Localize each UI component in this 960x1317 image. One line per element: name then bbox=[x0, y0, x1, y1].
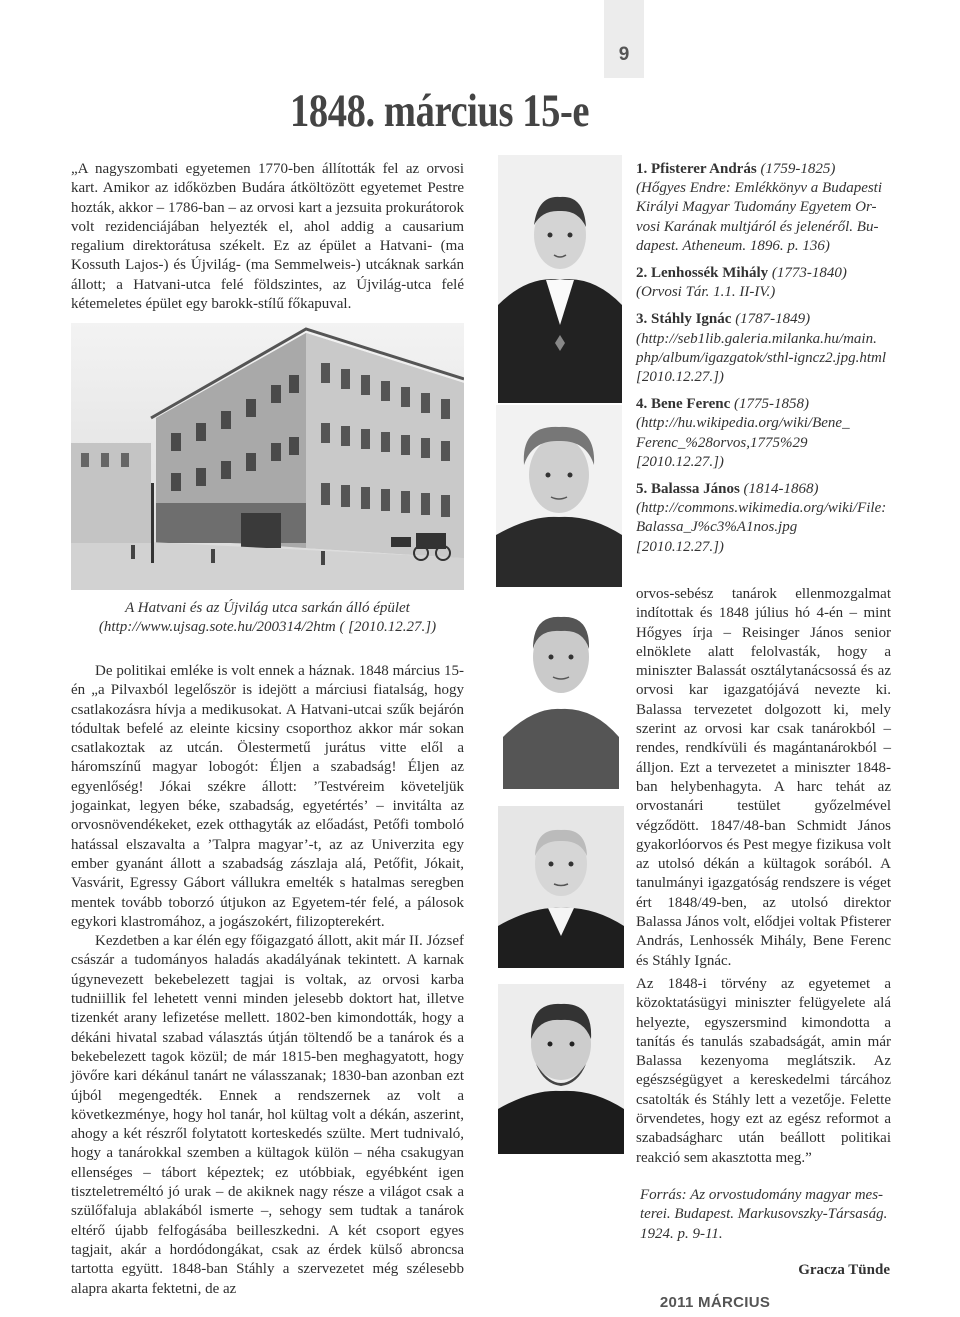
source-line-2: terei. Budapest. Markusovszky-Társaság. bbox=[640, 1206, 888, 1223]
body-paragraph-1: De politikai emléke is volt ennek a háznak. 1848 március 15-én „a Pilvaxból legelőször is idejött a márciusi fiatalság, hogy csatlakozásra hívja a medikusokat. A Hatvani-utcai szűk bejárón tódultak befelé az eleinte kicsiny csoporthoz akkor már sokan csatlakoztak az utcán. Ölestermetű jurátus vitte elől a háromszínű magyar lobogót: Éljen a szabadság! Éljen az egyenlőség! Jókai székre állott: ’Testvéreim követeljük jogainkat, legyen béke, szabadság, egyetértés’ – invitálta az orvosnövendékeket, ezek otthagyták az előadást, Petőfi tomboló hatással elszavalta a ’Talpra magyar’-t, az az Univerzita egy ember gyanánt állott a szabadság zászlaja alá, Petőfit, Jókait, Vasvárit, Egressy Gábort vállukra emelték s hatalmas seregben mentek tovább toborzó útjukon az Egyetem-tér felé, a pálosok egykori klastromához, a jogászokért, filizopterekért. bbox=[71, 663, 464, 930]
legend-item: 1. Pfisterer András (1759-1825) (Hőgyes Endre: Emlékkönyv a Budapesti Királyi Magyar Tudomány Egyetem Or- vosi Karának multjáról és jelenéről. Bu- dapest. Atheneum. 1896. p. 136) bbox=[636, 161, 883, 254]
portrait-legend bbox=[636, 160, 901, 565]
portrait-stahly-ignac bbox=[498, 587, 624, 789]
right-paragraph-1: orvos-sebész tanárok ellenmozgalmat indítottak és 1848 július hó 4-én – mint Hőgyes írja – Reisinger János senior elnöklete alatt felolvasták, hogy a miniszter Balassát osztálytanácsossá és az orvosi kar igazgatójává nevezte ki. Balassa tervezetet dolgozott ki, mely szerint az orvosi kar csak tanárokból – rendes, rendkívüli és magántanárokból – álljon. Ezt a tervezetet a miniszter 1848-ban helybenhagyta. A harc tehát az orvostanári testület győzelmével végződött. 1847/48-ban Schmidt János gyakorlóorvos és Pest megye fizikusa volt az utolsó dékán a kültagok sorából. A tanulmányi igazgatóság rendszere is véget ért 1848/49-ben, az utolsó direktor Balassa János volt, elődjei voltak Pfisterer András, Lenhossék Mihály, Bene Ferenc és Stáhly Ignác. bbox=[636, 586, 891, 969]
portrait-lenhossek-mihaly bbox=[496, 405, 622, 587]
page-title: 1848. március 15-e bbox=[290, 85, 590, 137]
right-column-paragraph-1 bbox=[636, 585, 891, 971]
page-number-tab bbox=[604, 0, 644, 78]
intro-text: „A nagyszombati egyetemen 1770-ben állították fel az orvosi kart. Amikor az időközben Budára átköltözött egyetemet Pestre hozták, akkor – 1786-ban – az orvosi kart a jezsuita prokurátorok volt rezidenciájában helyezték el, ahol addig a causarium regalium direktorátusa székelt. Ez az épület a Hatvani- (ma Kossuth Lajos-) és Újvilág- (ma Semmelweis-) utcáknak sarkán állott; a Hatvani-utca felé földszintes, az Újvilág-utca felé kétemeletes épület egy barokk-stílű főkapuval. bbox=[71, 161, 464, 313]
legend-item: 4. Bene Ferenc (1775-1858) (http://hu.wikipedia.org/wiki/Bene_ Ferenc_%28orvos,1775%29 [2010.12.27.]) bbox=[636, 396, 850, 470]
legend-item: 3. Stáhly Ignác (1787-1849) (http://seb1lib.galeria.milanka.hu/main. php/album/igazgatok/sthl-igncz2.jpg.html [2010.12.27.]) bbox=[636, 311, 886, 386]
building-photo bbox=[71, 323, 464, 590]
page-number: 9 bbox=[618, 44, 630, 65]
source-note bbox=[640, 1186, 890, 1244]
building-caption-line-1: A Hatvani és az Újvilág utca sarkán álló épület bbox=[125, 600, 410, 616]
portrait-balassa-janos bbox=[498, 984, 624, 1154]
right-paragraph-2: Az 1848-i törvény az egyetemet a közoktatásügyi miniszter felügyelete alá helyezte, egyszersmind kimondotta a tanítás és tanulás szabadságát, amin már Balassa kezenyoma meglátszik. Az egészségügyet a kereskedelmi tárcához csatolták és Stáhly lett a vezetője. Felette örvendetes, hogy ezt az egész reformot a szabadságharc után beállott politikai reakció sem akasztotta meg.” bbox=[636, 976, 891, 1166]
legend-item: 2. Lenhossék Mihály (1773-1840) (Orvosi Tár. 1.1. II-IV.) bbox=[636, 265, 847, 301]
intro-paragraph bbox=[71, 160, 464, 314]
body-paragraph-2: Kezdetben a kar élén egy főigazgató állott, akit már II. József császár a tudományos haladás akadályának tekintett. A karnak úgynevezett bekebelezett tagjai is voltak, az orvosi karba tudniillik fel lehetett venni minden jelesebb doktort hat, illetve tizenkét arany lefizetése mellett. 1802-ben kimondották, hogy a dékáni hivatal szabad választás útján töltendő be a tanárok és a bekebelezett tagok közül; de már 1815-ben meghagyatott, hogy jövőre kari dékánul tanárt ne válasszanak; 1830-ban azonban ezt újból megengedték. Ennek a rendszernek az volt a következménye, hogy hol tanár, hol kültag volt a dékán, aszerint, ahogy a két részről folytatott korteskedés szülte. Mert tudnivaló, hogy a tanárokkal szemben a kültagok külön – néha csakugyan ellenséges – tábort képeztek; ez utóbbiak, egyébként igen tiszteletreméltó jó urak – de akiknek nagy része a világot csak a szülőfaluja ablakából ismerte –, sehogy sem tudtak a tanárok eltérő újabb felfogásába beilleszkedni. A két csoport egyes tagjait, akár a hordódongákat, csak az érdek külső abroncsa tartotta együtt. 1848-ban Stáhly a szervezetet még szélesebb alapra akarta fektetni, de az bbox=[71, 933, 465, 1297]
legend-item: 5. Balassa János (1814-1868) (http://commons.wikimedia.org/wiki/File: Balassa_J%c3%A1nos.jpg [2010.12.27.]) bbox=[636, 481, 887, 555]
building-caption-line-2: (http://www.ujsag.sote.hu/200314/2htm ( [2010.12.27.]) bbox=[98, 619, 437, 635]
main-article-text bbox=[71, 662, 464, 1299]
source-line-1: Forrás: Az orvostudomány magyar mes- bbox=[640, 1187, 884, 1203]
portrait-bene-ferenc bbox=[498, 806, 624, 968]
portrait-pfisterer-andras bbox=[498, 155, 622, 403]
building-caption bbox=[71, 599, 464, 637]
right-column-paragraph-2 bbox=[636, 975, 891, 1168]
author-name: Gracza Tünde bbox=[798, 1262, 890, 1278]
source-line-3: 1924. p. 9-11. bbox=[640, 1225, 723, 1242]
footer-issue-date: 2011 MÁRCIUS bbox=[659, 1294, 771, 1311]
